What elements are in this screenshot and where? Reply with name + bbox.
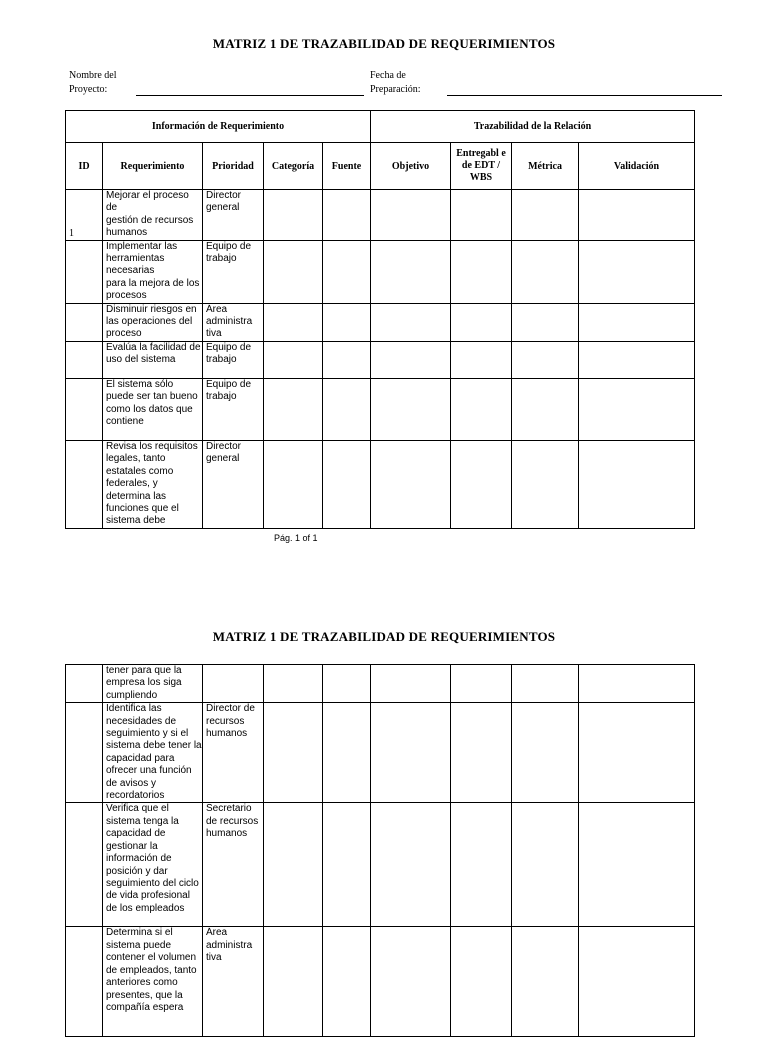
cell-priority[interactable]: Área administra tiva xyxy=(203,927,264,1037)
cell-metric[interactable] xyxy=(512,378,579,440)
cell-metric[interactable] xyxy=(512,927,579,1037)
cell-requirement[interactable]: Mejorar el proceso de gestión de recursos humanos xyxy=(103,190,203,241)
cell-validation[interactable] xyxy=(579,803,695,927)
table-row xyxy=(66,190,695,241)
cell-objective[interactable] xyxy=(371,378,451,440)
project-name-label: Nombre del Proyecto: xyxy=(69,70,117,95)
cell-id[interactable] xyxy=(66,378,103,440)
cell-id[interactable] xyxy=(66,240,103,303)
cell-id[interactable] xyxy=(66,803,103,927)
traceability-table-page1 xyxy=(65,110,695,529)
cell-deliverable[interactable] xyxy=(451,803,512,927)
cell-category[interactable] xyxy=(264,440,323,528)
cell-requirement[interactable]: Determina si el sistema puede contener el volumen de empleados, tanto anteriores como presentes, que la compañía espera xyxy=(103,927,203,1037)
cell-requirement[interactable]: Revisa los requisitos legales, tanto estatales como federales, y determina las funciones que el sistema debe xyxy=(103,440,203,528)
column-header-metric: Métrica xyxy=(512,143,579,190)
cell-requirement[interactable]: Implementar las herramientas necesarias para la mejora de los procesos xyxy=(103,240,203,303)
cell-priority[interactable]: Área administra tiva xyxy=(203,303,264,341)
group-header-traceability: Trazabilidad de la Relación xyxy=(371,111,695,143)
cell-deliverable[interactable] xyxy=(451,703,512,803)
cell-category[interactable] xyxy=(264,803,323,927)
cell-validation[interactable] xyxy=(579,927,695,1037)
cell-category[interactable] xyxy=(264,341,323,378)
table-row xyxy=(66,303,695,341)
cell-id[interactable] xyxy=(66,703,103,803)
page-title-2: MATRIZ 1 DE TRAZABILIDAD DE REQUERIMIENTOS xyxy=(212,629,556,644)
cell-source[interactable] xyxy=(323,927,371,1037)
cell-category[interactable] xyxy=(264,240,323,303)
cell-category[interactable] xyxy=(264,190,323,241)
cell-priority[interactable]: Secretario de recursos humanos xyxy=(203,803,264,927)
cell-requirement[interactable]: Evalúa la facilidad de uso del sistema xyxy=(103,341,203,378)
table-row xyxy=(66,440,695,528)
cell-objective[interactable] xyxy=(371,440,451,528)
cell-requirement[interactable]: Disminuir riesgos en las operaciones del proceso xyxy=(103,303,203,341)
page-title: MATRIZ 1 DE TRAZABILIDAD DE REQUERIMIENTOS xyxy=(212,36,556,51)
cell-validation[interactable] xyxy=(579,440,695,528)
cell-metric[interactable] xyxy=(512,303,579,341)
cell-objective[interactable] xyxy=(371,927,451,1037)
cell-id[interactable] xyxy=(66,927,103,1037)
cell-objective[interactable] xyxy=(371,303,451,341)
cell-objective[interactable] xyxy=(371,665,451,703)
cell-priority[interactable] xyxy=(203,665,264,703)
cell-requirement[interactable]: tener para que la empresa los siga cumpliendo xyxy=(103,665,203,703)
cell-id[interactable] xyxy=(66,665,103,703)
cell-requirement[interactable]: Verifica que el sistema tenga la capacidad de gestionar la información de posición y dar seguimiento del ciclo de vida profesional de los empleados xyxy=(103,803,203,927)
cell-deliverable[interactable] xyxy=(451,240,512,303)
cell-metric[interactable] xyxy=(512,190,579,241)
cell-priority[interactable]: Director de recursos humanos xyxy=(203,703,264,803)
column-header-deliverable: Entregabl e de EDT / WBS xyxy=(451,143,512,190)
cell-metric[interactable] xyxy=(512,803,579,927)
cell-category[interactable] xyxy=(264,703,323,803)
table-row xyxy=(66,378,695,440)
cell-metric[interactable] xyxy=(512,341,579,378)
cell-source[interactable] xyxy=(323,665,371,703)
table-row xyxy=(66,341,695,378)
cell-deliverable[interactable] xyxy=(451,341,512,378)
cell-source[interactable] xyxy=(323,703,371,803)
page-footer: Pág. 1 of 1 xyxy=(274,533,318,543)
cell-source[interactable] xyxy=(323,303,371,341)
cell-deliverable[interactable] xyxy=(451,927,512,1037)
cell-validation[interactable] xyxy=(579,303,695,341)
cell-id[interactable] xyxy=(66,303,103,341)
cell-id[interactable] xyxy=(66,341,103,378)
cell-metric[interactable] xyxy=(512,240,579,303)
preparation-date-field[interactable] xyxy=(447,95,722,96)
cell-source[interactable] xyxy=(323,341,371,378)
cell-source[interactable] xyxy=(323,240,371,303)
column-header-source: Fuente xyxy=(323,143,371,190)
cell-id[interactable] xyxy=(66,440,103,528)
cell-priority[interactable]: Equipo de trabajo xyxy=(203,240,264,303)
cell-requirement[interactable]: El sistema sólo puede ser tan bueno como los datos que contiene xyxy=(103,378,203,440)
group-header-requirement-info: Información de Requerimiento xyxy=(66,111,371,143)
column-header-id: ID xyxy=(66,143,103,190)
cell-category[interactable] xyxy=(264,665,323,703)
cell-objective[interactable] xyxy=(371,803,451,927)
cell-metric[interactable] xyxy=(512,665,579,703)
cell-validation[interactable] xyxy=(579,240,695,303)
table-row xyxy=(66,703,695,803)
cell-objective[interactable] xyxy=(371,703,451,803)
cell-source[interactable] xyxy=(323,190,371,241)
cell-source[interactable] xyxy=(323,440,371,528)
cell-objective[interactable] xyxy=(371,240,451,303)
preparation-date-label: Fecha de Preparación: xyxy=(370,70,421,95)
cell-validation[interactable] xyxy=(579,703,695,803)
cell-metric[interactable] xyxy=(512,703,579,803)
cell-priority[interactable]: Director general xyxy=(203,440,264,528)
table-row xyxy=(66,927,695,1037)
cell-priority[interactable]: Director general xyxy=(203,190,264,241)
cell-metric[interactable] xyxy=(512,440,579,528)
cell-objective[interactable] xyxy=(371,190,451,241)
cell-validation[interactable] xyxy=(579,190,695,241)
column-header-validation: Validación xyxy=(579,143,695,190)
cell-category[interactable] xyxy=(264,303,323,341)
cell-category[interactable] xyxy=(264,378,323,440)
cell-deliverable[interactable] xyxy=(451,665,512,703)
cell-deliverable[interactable] xyxy=(451,190,512,241)
cell-priority[interactable]: Equipo de trabajo xyxy=(203,341,264,378)
cell-validation[interactable] xyxy=(579,378,695,440)
cell-source[interactable] xyxy=(323,378,371,440)
cell-validation[interactable] xyxy=(579,341,695,378)
table-row xyxy=(66,665,695,703)
table-row xyxy=(66,240,695,303)
cell-deliverable[interactable] xyxy=(451,378,512,440)
column-header-priority: Prioridad xyxy=(203,143,264,190)
cell-deliverable[interactable] xyxy=(451,303,512,341)
column-header-requirement: Requerimiento xyxy=(103,143,203,190)
cell-category[interactable] xyxy=(264,927,323,1037)
cell-priority[interactable]: Equipo de trabajo xyxy=(203,378,264,440)
traceability-table-page2 xyxy=(65,664,695,1037)
table-row xyxy=(66,803,695,927)
cell-id[interactable]: 1 xyxy=(66,190,103,241)
cell-objective[interactable] xyxy=(371,341,451,378)
column-header-objective: Objetivo xyxy=(371,143,451,190)
cell-requirement[interactable]: Identifica las necesidades de seguimiento y si el sistema debe tener la capacidad para ofrecer una función de avisos y recordatorios xyxy=(103,703,203,803)
cell-source[interactable] xyxy=(323,803,371,927)
project-name-field[interactable] xyxy=(136,95,364,96)
cell-deliverable[interactable] xyxy=(451,440,512,528)
cell-validation[interactable] xyxy=(579,665,695,703)
column-header-category: Categoría xyxy=(264,143,323,190)
